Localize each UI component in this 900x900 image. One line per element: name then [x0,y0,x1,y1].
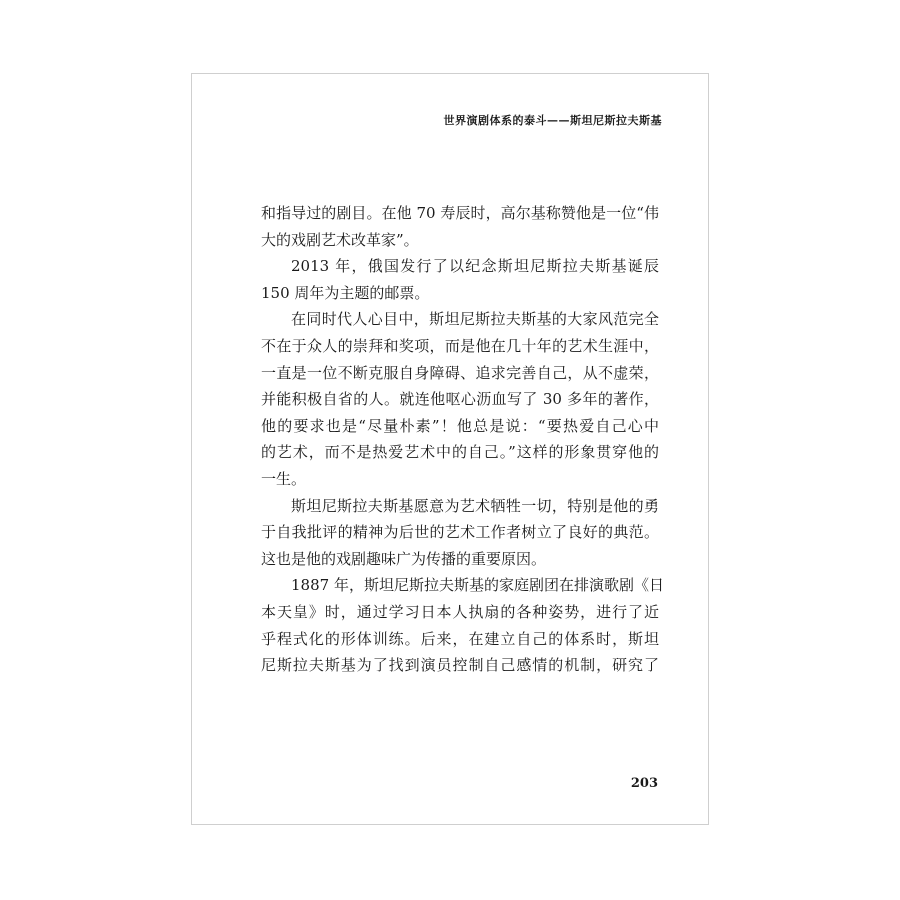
text-line: 于自我批评的精神为后世的艺术工作者树立了良好的典范。 [261,523,659,542]
text-line: 150 周年为主题的邮票。 [261,283,430,302]
page-number: 203 [630,776,658,791]
text-line: 1887 年，斯坦尼斯拉夫斯基的家庭剧团在排演歌剧《日 [291,576,664,595]
text-line: 大的戏剧艺术改革家”。 [261,230,419,249]
text-line: 一直是一位不断克服自身障碍、追求完善自己，从不虚荣， [261,363,659,382]
text-line: 的艺术，而不是热爱艺术中的自己。”这样的形象贯穿他的 [261,443,659,462]
text-line: 一生。 [261,469,307,488]
text-line: 本天皇》时，通过学习日本人执扇的各种姿势，进行了近 [261,602,659,621]
text-line: 并能积极自省的人。就连他呕心沥血写了 30 多年的著作， [261,390,659,409]
text-line: 这也是他的戏剧趣味广为传播的重要原因。 [261,549,547,568]
text-line: 乎程式化的形体训练。后来，在建立自己的体系时，斯坦 [261,629,659,648]
book-page [191,73,709,825]
running-header: 世界演剧体系的泰斗——斯坦尼斯拉夫斯基 [443,114,662,127]
text-line: 他的要求也是“尽量朴素”！他总是说：“要热爱自己心中 [261,416,659,435]
text-line: 和指导过的剧目。在他 70 寿辰时，高尔基称赞他是一位“伟 [261,204,659,222]
text-line: 不在于众人的崇拜和奖项，而是他在几十年的艺术生涯中， [261,336,659,355]
text-line: 尼斯拉夫斯基为了找到演员控制自己感情的机制，研究了 [261,656,659,675]
body-text [261,200,664,679]
text-line: 在同时代人心目中，斯坦尼斯拉夫斯基的大家风范完全 [291,310,659,329]
text-line: 斯坦尼斯拉夫斯基愿意为艺术牺牲一切，特别是他的勇 [291,496,659,515]
text-line: 2013 年，俄国发行了以纪念斯坦尼斯拉夫斯基诞辰 [291,257,659,276]
